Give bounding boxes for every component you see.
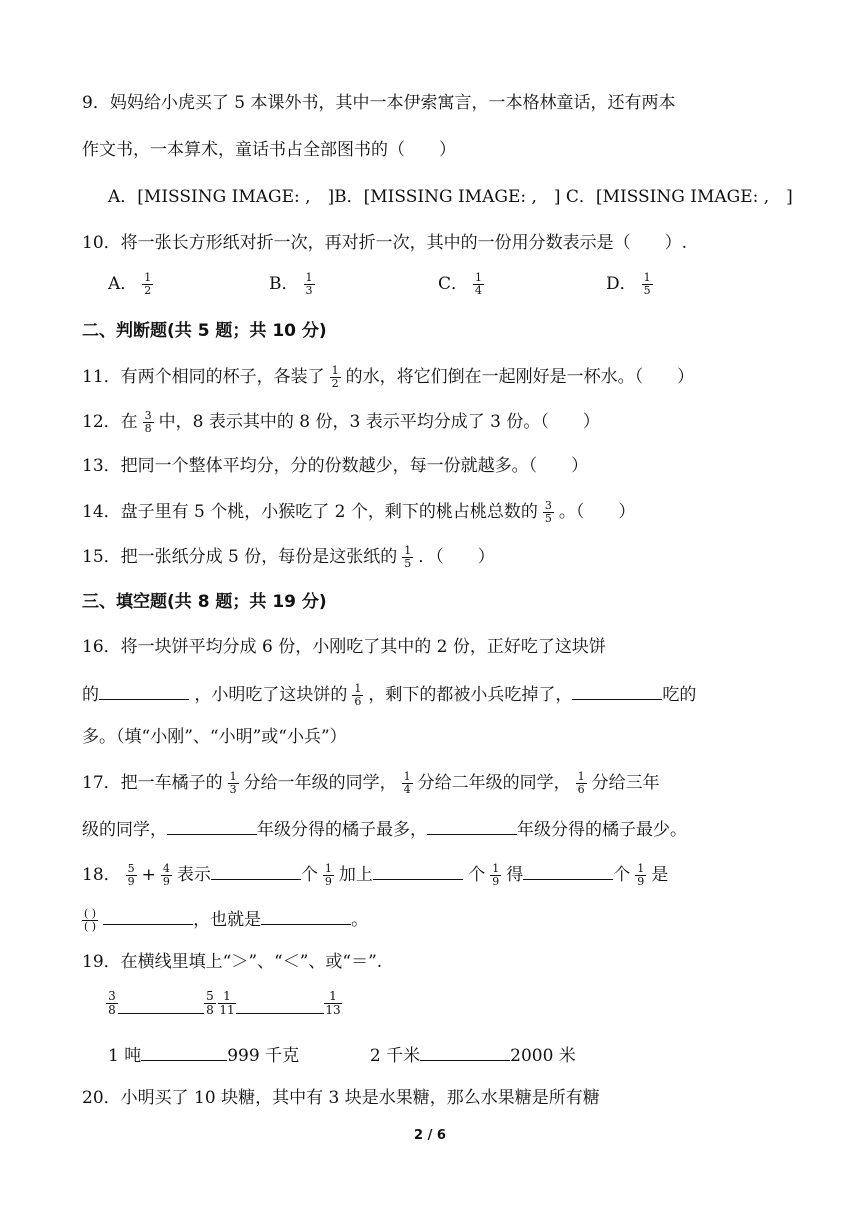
q10-option-d[interactable]: D． $\frac{1}{5}$ xyxy=(606,271,651,297)
q18-line2: $\frac{( )}{( )}$ ，也就是 。 xyxy=(84,907,369,933)
q12: 12．在 $\frac{3}{8}$ 中，8 表示其中的 8 份，3 表示平均分成了 3 份。（ ） xyxy=(82,409,600,435)
q11: 11．有两个相同的杯子，各装了 $\frac{1}{2}$ 的水，将它们倒在一起刚好是一杯水。（ ） xyxy=(82,364,695,390)
q19-blank-4[interactable] xyxy=(420,1042,510,1061)
q13: 13．把同一个整体平均分，分的份数越少，每一份就越多。（ ） xyxy=(82,456,589,476)
q16-blank-1[interactable] xyxy=(99,681,189,700)
q19-fraction-1-11: $\frac{1}{11}$ xyxy=(219,989,235,1017)
q17-blank-2[interactable] xyxy=(427,816,517,835)
section-3-heading: 三、填空题(共 8 题；共 19 分) xyxy=(82,592,327,612)
q18-blank-5[interactable] xyxy=(261,906,351,925)
q18-blank-1[interactable] xyxy=(211,861,301,880)
q17-line2: 级的同学， 年级分得的橘子最多， 年级分得的橘子最少。 xyxy=(82,816,687,841)
q15: 15．把一张纸分成 5 份，每份是这张纸的 $\frac{1}{5}$ ．（ ） xyxy=(82,544,495,570)
page-number: 2 / 6 xyxy=(414,1128,446,1143)
q18-blank-2[interactable] xyxy=(373,861,463,880)
q16-line2: 的 ，小明吃了这块饼的 $\frac{1}{6}$ ，剩下的都被小兵吃掉了， 吃的 xyxy=(82,682,697,708)
q18-blank-4[interactable] xyxy=(103,906,193,925)
q14: 14．盘子里有 5 个桃，小猴吃了 2 个，剩下的桃占桃总数的 $\frac{3}{5}$ 。（ ） xyxy=(82,499,636,525)
q9-line2: 作文书，一本算术，童话书占全部图书的（ ） xyxy=(82,140,456,160)
q20-text: 20．小明买了 10 块糖，其中有 3 块是水果糖，那么水果糖是所有糖 xyxy=(82,1088,600,1108)
q19-units-row: 1 吨 999 千克 2 千米 2000 米 xyxy=(108,1042,576,1067)
q17-blank-1[interactable] xyxy=(167,816,257,835)
q18-blank-3[interactable] xyxy=(523,861,613,880)
q10-text: 10．将一张长方形纸对折一次，再对折一次，其中的一份用分数表示是（ ）. xyxy=(82,233,688,253)
q9-line1: 9．妈妈给小虎买了 5 本课外书，其中一本伊索寓言，一本格林童话，还有两本 xyxy=(82,93,676,113)
q17-line1: 17．把一车橘子的 $\frac{1}{3}$ 分给一年级的同学， $\frac{1}{4}$ 分给二年级的同学， $\frac{1}{6}$ 分给三年 xyxy=(82,770,660,796)
q19-fraction-3-8: $\frac{3}{8}$ xyxy=(106,990,118,1017)
q10-option-b[interactable]: B． $\frac{1}{3}$ xyxy=(269,271,313,297)
q16-blank-2[interactable] xyxy=(572,681,662,700)
q18-line1: 18． $\frac{5}{9}$ + $\frac{4}{9}$ 表示 个 $\frac{1}{9}$ 加上 个 $\frac{1}{9}$ 得 个 $\frac{1}{9}$ 是 xyxy=(82,862,669,888)
q10-option-a[interactable]: A． $\frac{1}{2}$ xyxy=(108,271,152,297)
q19-blank-1[interactable] xyxy=(118,1013,204,1014)
q19-blank-2[interactable] xyxy=(236,1013,324,1014)
q19-fraction-5-8: $\frac{5}{8}$ xyxy=(204,990,216,1017)
q19-blank-3[interactable] xyxy=(141,1042,227,1061)
q19-fraction-1-13: $\frac{1}{13}$ xyxy=(325,989,341,1017)
section-2-heading: 二、判断题(共 5 题；共 10 分) xyxy=(82,321,327,341)
q16-line3: 多。（填“小刚”、“小明”或“小兵”） xyxy=(82,727,347,747)
q10-option-c[interactable]: C． $\frac{1}{4}$ xyxy=(438,271,483,297)
q9-options: A．[MISSING IMAGE: , ]B．[MISSING IMAGE: , ] C．[MISSING IMAGE: , ] xyxy=(108,187,793,207)
q19-text: 19．在横线里填上“＞”、“＜”、或“＝”. xyxy=(82,952,383,972)
q16-line1: 16．将一块饼平均分成 6 份，小刚吃了其中的 2 份，正好吃了这块饼 xyxy=(82,637,606,657)
